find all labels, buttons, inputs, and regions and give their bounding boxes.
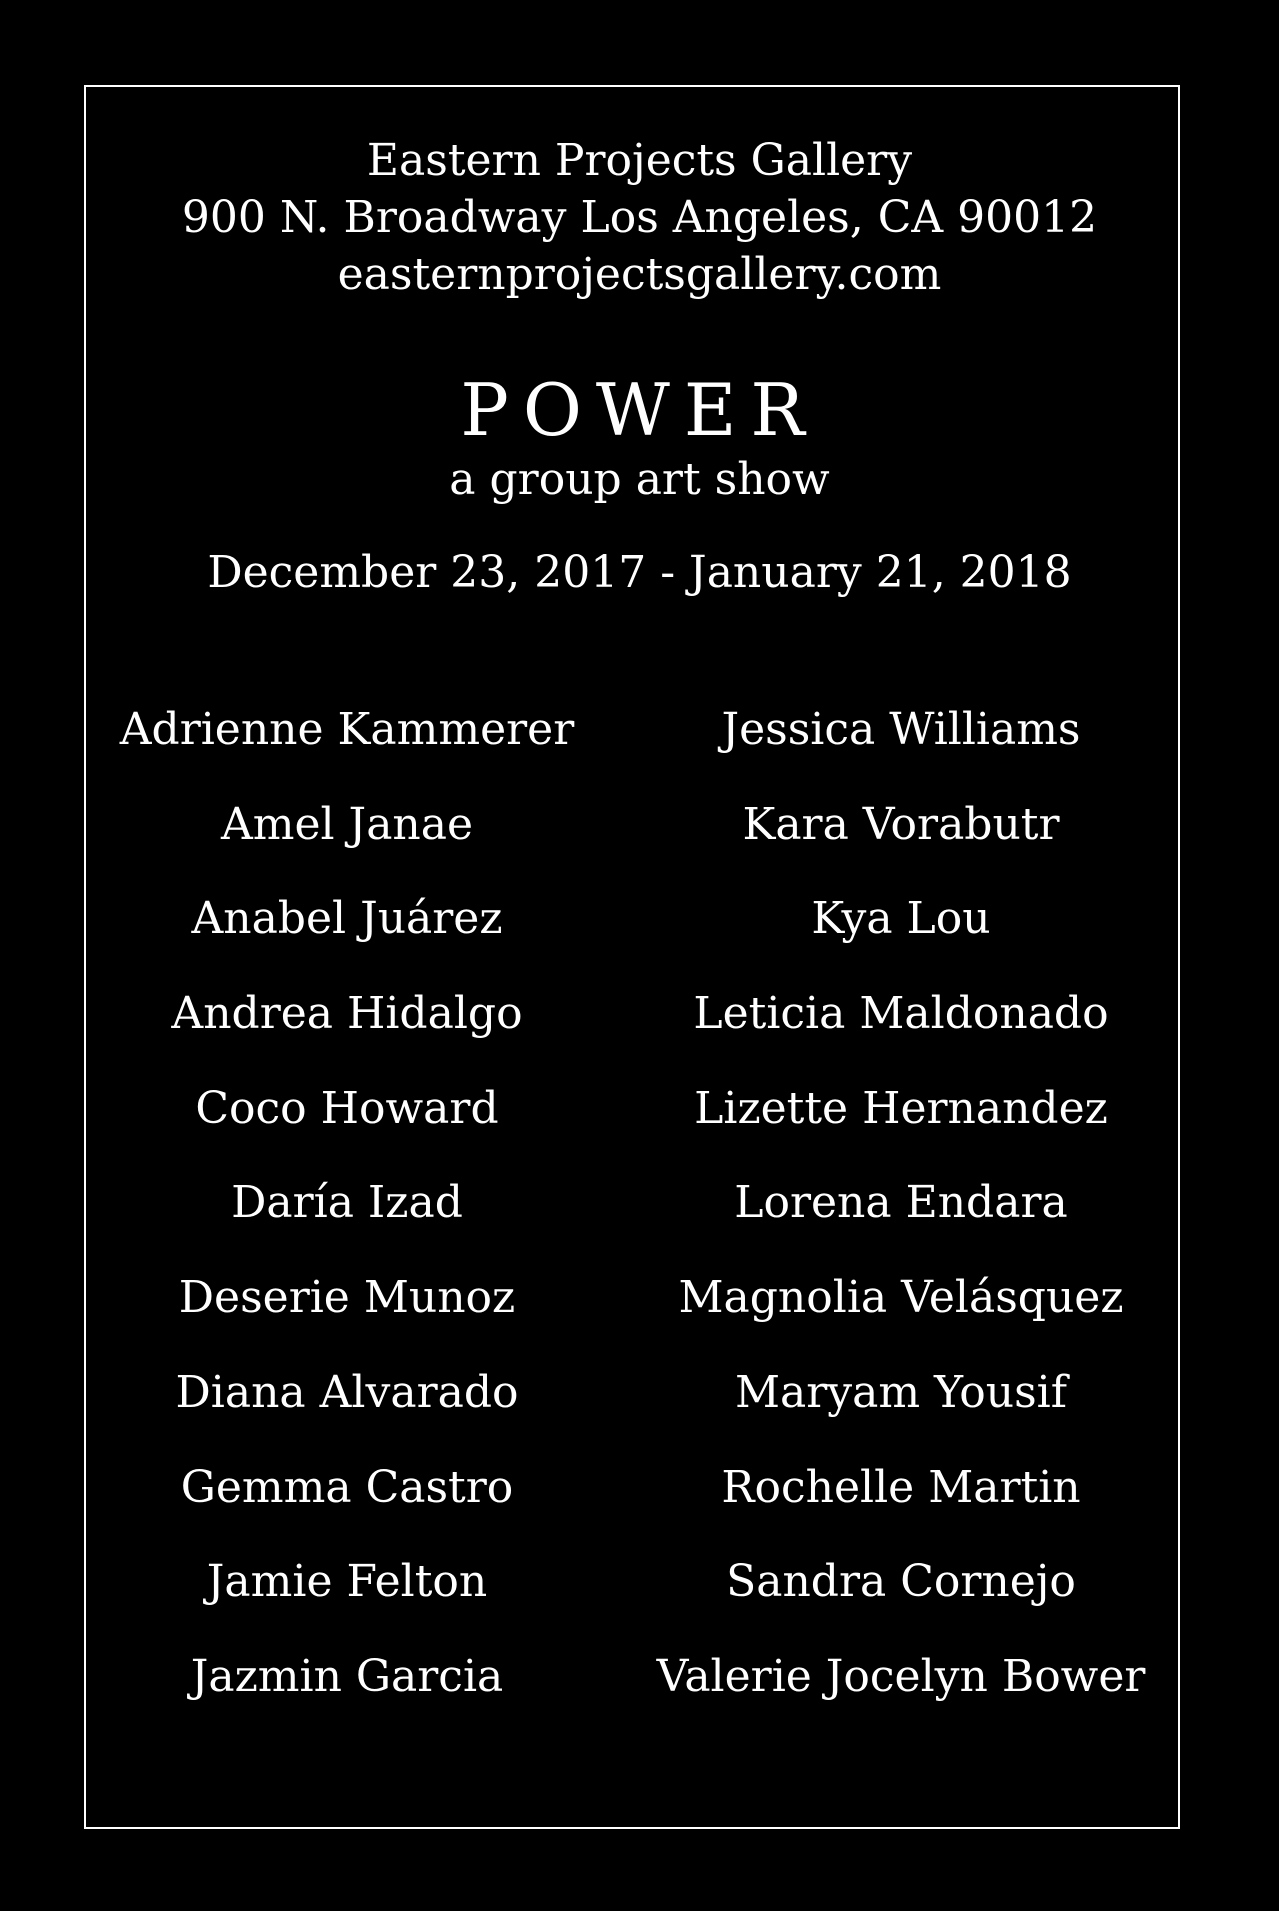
artist-name: Coco Howard (195, 1082, 499, 1134)
artist-name: Rochelle Martin (721, 1461, 1081, 1513)
artist-name: Maryam Yousif (734, 1366, 1068, 1418)
artist-name: Valerie Jocelyn Bower (656, 1650, 1146, 1702)
artist-name: Jazmin Garcia (190, 1650, 504, 1702)
artist-name: Lizette Hernandez (694, 1082, 1108, 1134)
artist-list-right (621, 700, 1181, 1742)
gallery-info (0, 132, 1279, 303)
gallery-name: Eastern Projects Gallery (366, 135, 913, 186)
artist-name: Jessica Williams (721, 704, 1081, 755)
artist-name: Diana Alvarado (175, 1366, 519, 1418)
show-subtitle: a group art show (449, 454, 830, 505)
gallery-address: 900 N. Broadway Los Angeles, CA 90012 (181, 192, 1098, 243)
artist-name: Deserie Munoz (178, 1272, 516, 1324)
artist-list-left (67, 700, 627, 1742)
artist-name: Andrea Hidalgo (171, 988, 523, 1040)
artist-name: Adrienne Kammerer (119, 704, 575, 755)
artist-name: Daría Izad (231, 1177, 463, 1229)
artist-name: Kya Lou (811, 893, 991, 945)
artist-name: Kara Vorabutr (742, 798, 1060, 850)
gallery-website: easternprojectsgallery.com (337, 249, 942, 300)
artist-name: Jamie Felton (206, 1556, 488, 1608)
show-dates: December 23, 2017 - January 21, 2018 (207, 547, 1072, 598)
artist-name: Lorena Endara (734, 1177, 1068, 1229)
artist-name: Leticia Maldonado (693, 988, 1109, 1040)
artist-name: Sandra Cornejo (726, 1556, 1076, 1608)
artist-name: Gemma Castro (180, 1461, 514, 1513)
artist-name: Anabel Juárez (191, 893, 503, 945)
artist-name: Amel Janae (220, 798, 474, 850)
artist-name: Magnolia Velásquez (678, 1272, 1124, 1324)
show-title: POWER (460, 368, 819, 452)
